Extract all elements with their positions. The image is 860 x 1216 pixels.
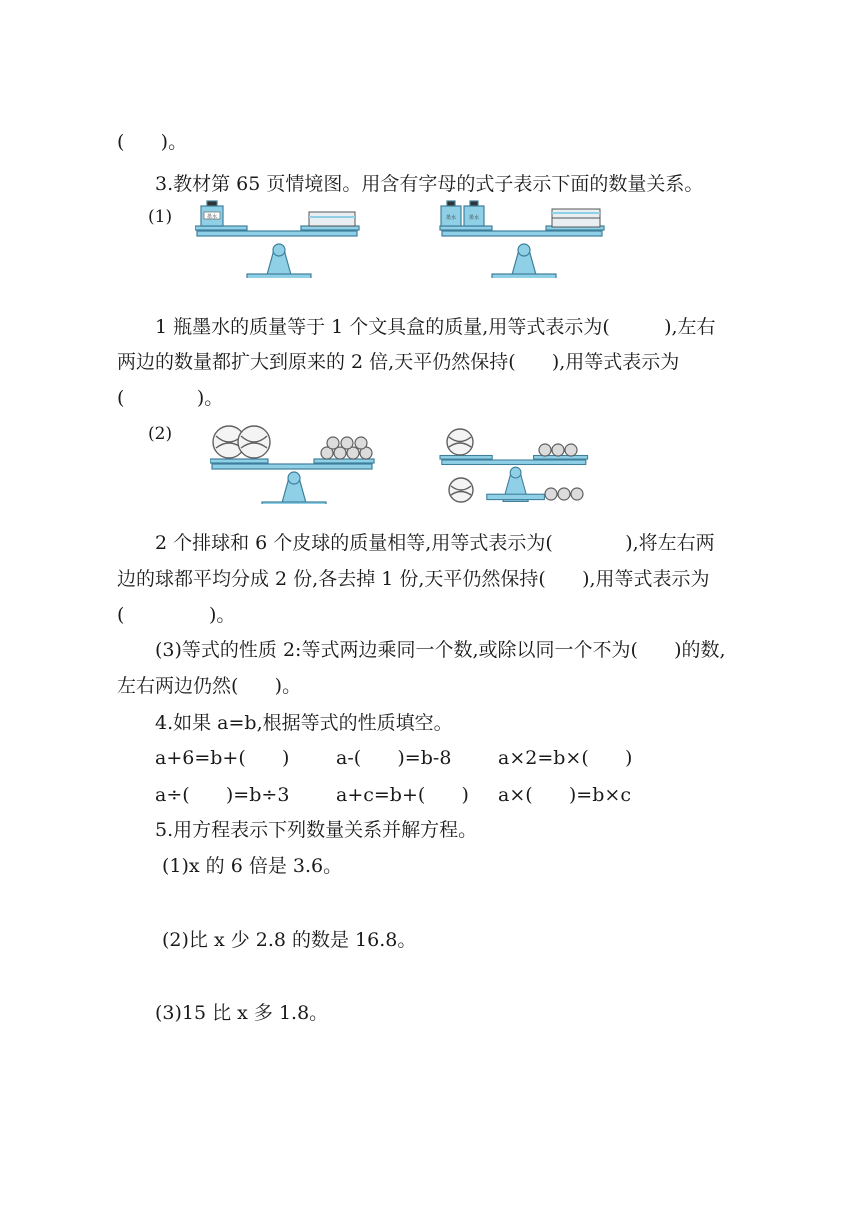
fill-item-5: a+c=b+( ): [336, 784, 469, 806]
question-5-title: 5.用方程表示下列数量关系并解方程。: [155, 819, 478, 841]
text-line-5: 2 个排球和 6 个皮球的质量相等,用等式表示为( ),将左右两: [155, 532, 715, 554]
text-line-6: 边的球都平均分成 2 份,各去掉 1 份,天平仍然保持( ),用等式表示为: [117, 568, 710, 590]
ink-bottle-icon: [441, 201, 484, 226]
balance-scale-left: [210, 459, 374, 504]
ink-label-text: 墨水: [445, 215, 457, 221]
pencil-box-icon: [552, 209, 600, 227]
text-line-9: 左右两边仍然( )。: [117, 675, 302, 697]
balance-scale-right: [440, 226, 604, 278]
text-line-1: ( )。: [117, 131, 188, 153]
balance-scale-left: [195, 226, 359, 278]
ink-label-text: 墨水: [206, 214, 218, 220]
figure-1-balances: [195, 198, 615, 278]
volleyball-icon: [213, 426, 270, 458]
text-line-2: 1 瓶墨水的质量等于 1 个文具盒的质量,用等式表示为( ),左右: [155, 316, 716, 338]
text-line-7: ( )。: [117, 604, 236, 626]
ink-label-text: 墨水: [468, 215, 480, 221]
fill-item-1: a+6=b+( ): [155, 747, 290, 769]
text-line-3: 两边的数量都扩大到原来的 2 倍,天平仍然保持( ),用等式表示为: [117, 351, 680, 373]
figure-1-label: (1): [148, 207, 173, 227]
figure-2-label: (2): [148, 424, 173, 444]
text-line-4: ( )。: [117, 387, 224, 409]
question-3-title: 3.教材第 65 页情境图。用含有字母的式子表示下面的数量关系。: [155, 173, 704, 195]
question-4-title: 4.如果 a=b,根据等式的性质填空。: [155, 712, 453, 734]
question-5-item-2: (2)比 x 少 2.8 的数是 16.8。: [162, 929, 417, 951]
fill-item-3: a×2=b×( ): [498, 747, 633, 769]
fill-item-4: a÷( )=b÷3: [155, 784, 290, 806]
fill-item-6: a×( )=b×c: [498, 784, 631, 806]
figure-2-balances: [210, 424, 610, 504]
rubber-ball-icon: [539, 444, 583, 500]
question-5-item-3: (3)15 比 x 多 1.8。: [155, 1002, 329, 1024]
pencil-box-icon: [309, 212, 355, 226]
text-line-8: (3)等式的性质 2:等式两边乘同一个数,或除以同一个不为( )的数,: [155, 639, 726, 661]
question-5-item-1: (1)x 的 6 倍是 3.6。: [162, 855, 343, 877]
fill-item-2: a-( )=b-8: [336, 747, 452, 769]
volleyball-icon: [447, 429, 473, 502]
rubber-ball-icon: [321, 437, 372, 459]
